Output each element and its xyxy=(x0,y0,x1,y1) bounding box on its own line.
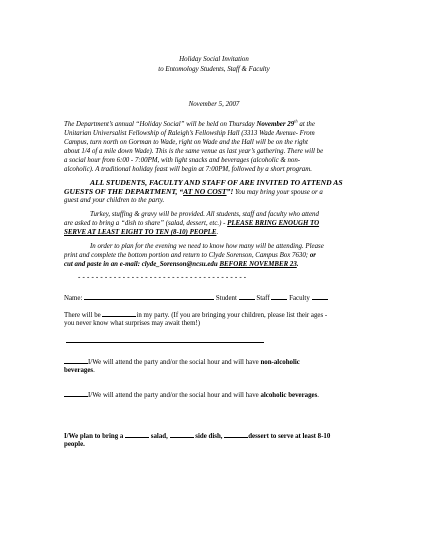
text-span: I/We plan to bring a xyxy=(64,433,126,440)
paragraph-line: guest and your children to the party. xyxy=(64,197,165,204)
paragraph-line xyxy=(64,228,218,237)
bring-enough-text: PLEASE BRING ENOUGH TO xyxy=(227,220,320,227)
faculty-label: Faculty xyxy=(289,295,310,302)
dish-option-line2: people. xyxy=(64,441,85,448)
email-text: cut and paste in an e-mail: clyde_Sorenson@ncsu.edu xyxy=(64,261,220,268)
text-span: . xyxy=(317,392,320,399)
dish-option xyxy=(64,431,330,441)
text-span: . xyxy=(296,261,299,268)
non-alcoholic-text: non-alcoholic xyxy=(260,359,300,366)
student-label: Student xyxy=(215,295,237,302)
text-span: dessert to serve at least 8-10 xyxy=(248,433,331,440)
dessert-field[interactable] xyxy=(224,431,248,438)
side-dish-field[interactable] xyxy=(170,431,194,438)
text-span: There will be xyxy=(64,312,103,319)
paragraph-line: In order to plan for the evening we need to know how many will be attending. Please xyxy=(90,243,324,250)
text-span: The Department’s annual “Holiday Social” will be held on Thursday xyxy=(64,121,257,128)
text-span: You may bring your spouse or a xyxy=(233,189,323,196)
children-ages-field[interactable] xyxy=(66,342,264,343)
faculty-checkbox-field[interactable] xyxy=(312,293,328,300)
non-alcoholic-field[interactable] xyxy=(64,357,88,364)
invitation-title: Holiday Social Invitation xyxy=(179,56,249,63)
alcoholic-beverages-text: alcoholic beverages xyxy=(260,392,318,399)
name-row xyxy=(64,293,328,303)
non-alcoholic-option xyxy=(64,357,300,367)
text-span: in my party. (If you are bringing your children, please list their ages - xyxy=(136,312,328,319)
paragraph-line: about 1/4 of a mile down Wade). This is the same venue as last year’s gathering. There will be xyxy=(64,148,324,155)
no-cost-text: AT NO COST xyxy=(183,187,227,196)
text-span: side dish, xyxy=(193,433,225,440)
text-span: are asked to bring a “dish to share” (salad, dessert, etc.) - xyxy=(64,220,228,227)
name-label: Name: xyxy=(64,295,83,302)
text-span: GUESTS OF THE DEPARTMENT, “ xyxy=(64,187,184,196)
serve-people-text: SERVE AT LEAST EIGHT TO TEN (8-10) PEOPLE xyxy=(64,229,217,236)
staff-label: Staff xyxy=(256,295,270,302)
paragraph-line xyxy=(64,219,319,228)
event-date-text: November 29 xyxy=(256,121,295,128)
text-span: print and complete the bottom portion and return to Clyde Sorenson, Campus Box 7630; xyxy=(64,252,310,259)
text-span: at the xyxy=(297,121,315,128)
party-size-field[interactable] xyxy=(102,310,136,317)
salad-field[interactable] xyxy=(125,431,149,438)
deadline-text: BEFORE NOVEMBER 23 xyxy=(219,261,297,268)
text-span: or xyxy=(309,252,316,259)
invitation-subtitle: to Entomology Students, Staff & Faculty xyxy=(158,66,270,73)
paragraph-line: Turkey, stuffing & gravy will be provided. All students, staff and faculty who attend xyxy=(90,211,319,218)
student-checkbox-field[interactable] xyxy=(239,293,255,300)
text-span: . xyxy=(93,367,95,374)
cut-line-divider: - - - - - - - - - - - - - - - - - - - - - - - - - - - - - - - - - - - - - - xyxy=(78,273,247,281)
alcoholic-field[interactable] xyxy=(64,390,88,397)
paragraph-line: Campus, turn north on Gorman to Wade, right on Wade and the Hall will be on the right xyxy=(64,139,308,146)
text-span: salad, xyxy=(149,433,170,440)
alcoholic-option xyxy=(64,390,319,400)
invitation-date: November 5, 2007 xyxy=(188,101,240,108)
text-span: I/We will attend the party and/or the social hour and will have xyxy=(88,359,261,366)
paragraph-line: alcoholic). A traditional holiday feast will begin at 7:00PM, followed by a short program. xyxy=(64,166,312,173)
paragraph-line: a social hour from 6:00 - 7:00PM, with light snacks and beverages (alcoholic & non- xyxy=(64,157,301,164)
paragraph-line xyxy=(64,120,315,129)
text-span: ”! xyxy=(226,187,234,196)
non-alcoholic-option-line2 xyxy=(64,366,95,375)
party-size-note: you never know what surprises may await them!) xyxy=(64,320,201,327)
text-span: . xyxy=(216,229,219,236)
paragraph-line: Unitarian Universalist Fellowship of Raleigh’s Fellowship Hall (3313 Wade Avenue- From xyxy=(64,130,315,137)
superscript: th xyxy=(294,118,298,124)
paragraph-line: ALL STUDENTS, FACULTY AND STAFF OF ARE INVITED TO ATTEND AS xyxy=(90,178,343,187)
paragraph-line xyxy=(64,260,299,269)
beverages-text: beverages xyxy=(64,367,94,374)
paragraph-line xyxy=(64,251,316,260)
staff-checkbox-field[interactable] xyxy=(271,293,287,300)
name-field[interactable] xyxy=(84,293,214,300)
text-span: I/We will attend the party and/or the social hour and will have xyxy=(88,392,261,399)
